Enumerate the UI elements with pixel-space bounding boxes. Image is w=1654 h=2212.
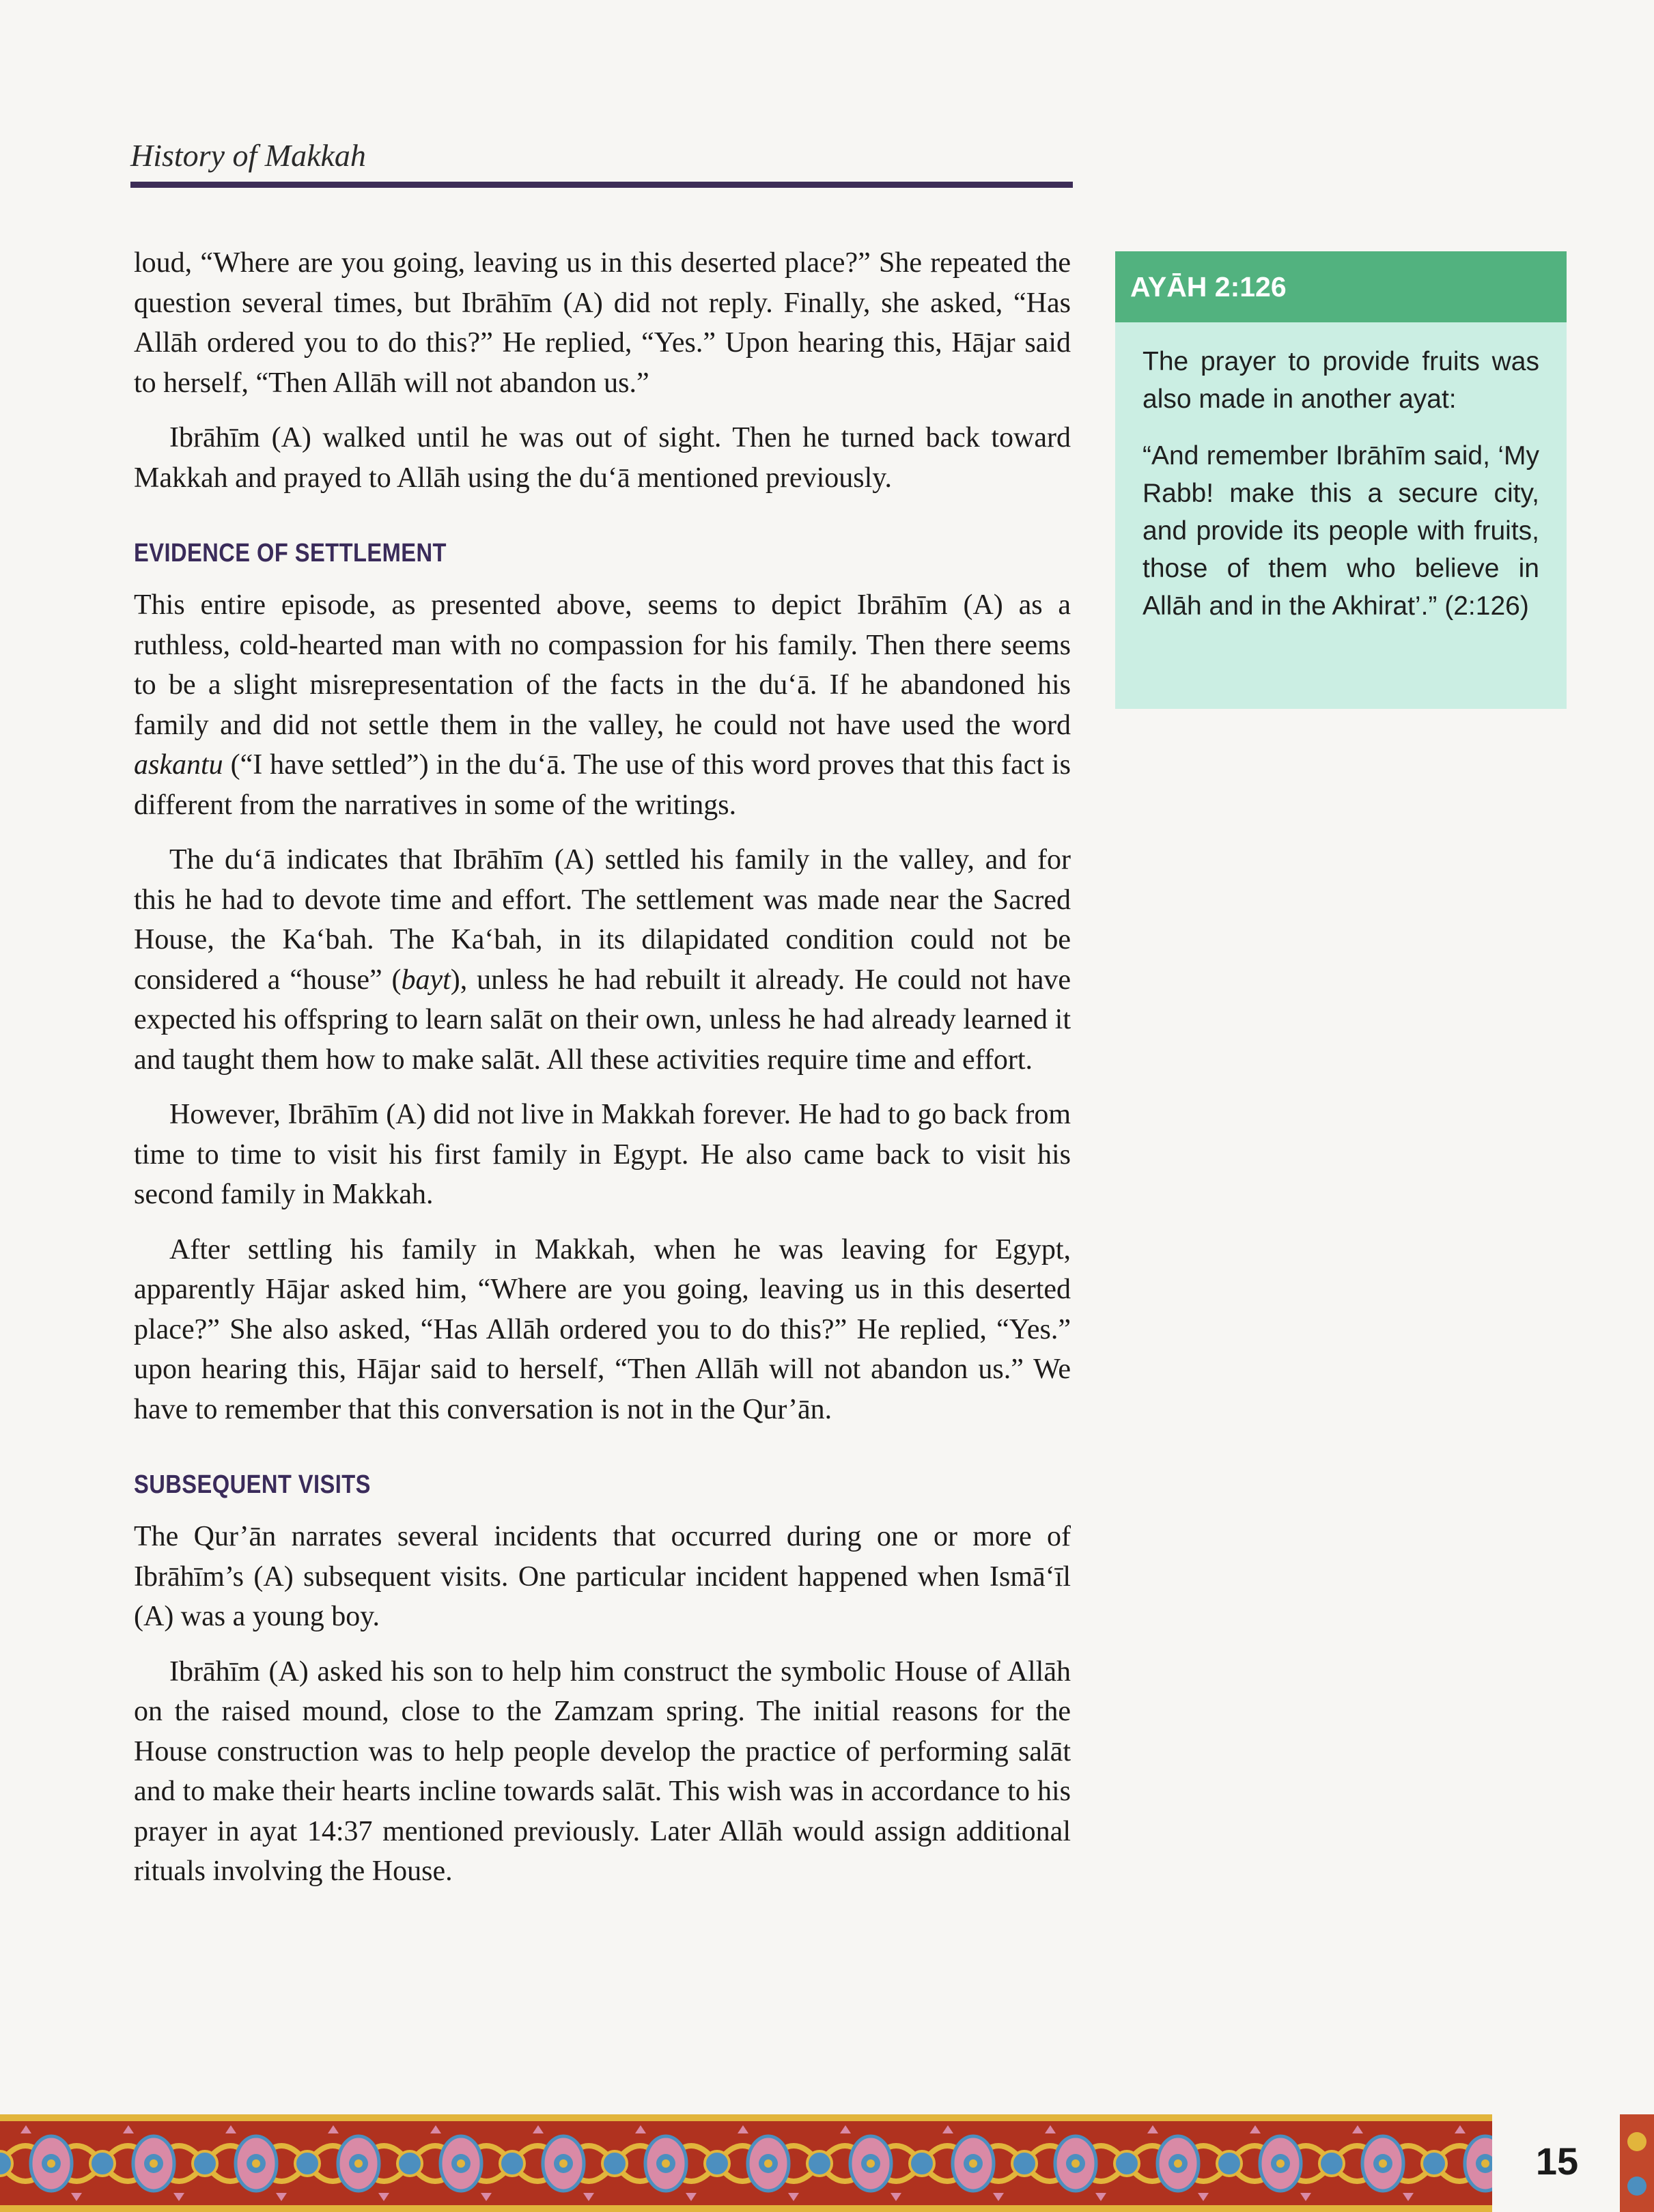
sidebar-title: AYĀH 2:126 <box>1115 251 1567 322</box>
sidebar-quote: “And remember Ibrāhīm said, ‘My Rabb! make this a secure city, and provide its people with fruits, those of them who believe in Allāh and in the Akhirat’.” (2:126) <box>1143 441 1539 621</box>
header-rule <box>130 182 1073 188</box>
paragraph: Ibrāhīm (A) asked his son to help him construct the symbolic House of Allāh on the raised mound, close to the Zamzam spring. The initial reasons for the House construction was to help people develop the practice of performing salāt and to make their hearts incline towards salāt. This wish was in accordance to his prayer in ayat 14:37 mentioned previously. Later Allāh would assign additional rituals involving the House. <box>134 1655 1071 1887</box>
section-heading-evidence: EVIDENCE OF SETTLEMENT <box>134 539 447 568</box>
paragraph: After settling his family in Makkah, when he was leaving for Egypt, apparently Hājar asked him, “Where are you going, leaving us in this deserted place?” She also asked, “Has Allāh ordered you to do this?” He replied, “Yes.” upon hearing this, Hājar said to herself, “Then Allāh will not abandon us.” We have to remember that this conversation is not in the Qur’ān. <box>134 1233 1071 1425</box>
paragraph: This entire episode, as presented above, seems to depict Ibrāhīm (A) as a ruthless, cold-hearted man with no compassion for his family. Then there seems to be a slight misrepresentation of the facts in the du‘ā. If he abandoned his family and did not settle them in the valley, he could not have used the word askantu (“I have settled”) in the du‘ā. The use of this word proves that this fact is different from the narratives in some of the writings. <box>134 589 1071 821</box>
paragraph: loud, “Where are you going, leaving us in this deserted place?” She repeated the question several times, but Ibrāhīm (A) did not reply. Finally, she asked, “Has Allāh ordered you to do this?” He replied, “Yes.” Upon hearing this, Hājar said to herself, “Then Allāh will not abandon us.” <box>134 247 1071 399</box>
main-text-column <box>134 243 1071 1907</box>
paragraph: The du‘ā indicates that Ibrāhīm (A) settled his family in the valley, and for this he had to devote time and effort. The settlement was made near the Sacred House, the Ka‘bah. The Ka‘bah, in its dilapidated condition could not be considered a “house” (bayt), unless he had rebuilt it already. He could not have expected his offspring to learn salāt on their own, unless he had already learned it and taught them how to make salāt. All these activities require time and effort. <box>134 844 1071 1076</box>
ayah-sidebar-box <box>1115 251 1567 709</box>
paragraph: However, Ibrāhīm (A) did not live in Makkah forever. He had to go back from time to time to visit his first family in Egypt. He also came back to visit his second family in Makkah. <box>134 1099 1071 1210</box>
sidebar-intro: The prayer to provide fruits was also made in another ayat: <box>1143 347 1539 414</box>
sidebar-body <box>1115 322 1567 625</box>
floral-pattern-icon <box>0 2114 1492 2212</box>
floral-edge-icon <box>1620 2114 1654 2212</box>
page-number: 15 <box>1535 2140 1579 2183</box>
running-header-title: History of Makkah <box>130 138 366 173</box>
section-heading-visits: SUBSEQUENT VISITS <box>134 1470 371 1499</box>
paragraph: The Qur’ān narrates several incidents that occurred during one or more of Ibrāhīm’s (A) subsequent visits. One particular incident happened when Ismā‘īl (A) was a young boy. <box>134 1521 1071 1632</box>
ornamental-border <box>0 2114 1492 2212</box>
paragraph: Ibrāhīm (A) walked until he was out of sight. Then he turned back toward Makkah and prayed to Allāh using the du‘ā mentioned previously. <box>134 422 1071 494</box>
running-header <box>130 135 1073 188</box>
ornamental-edge <box>1620 2114 1654 2212</box>
